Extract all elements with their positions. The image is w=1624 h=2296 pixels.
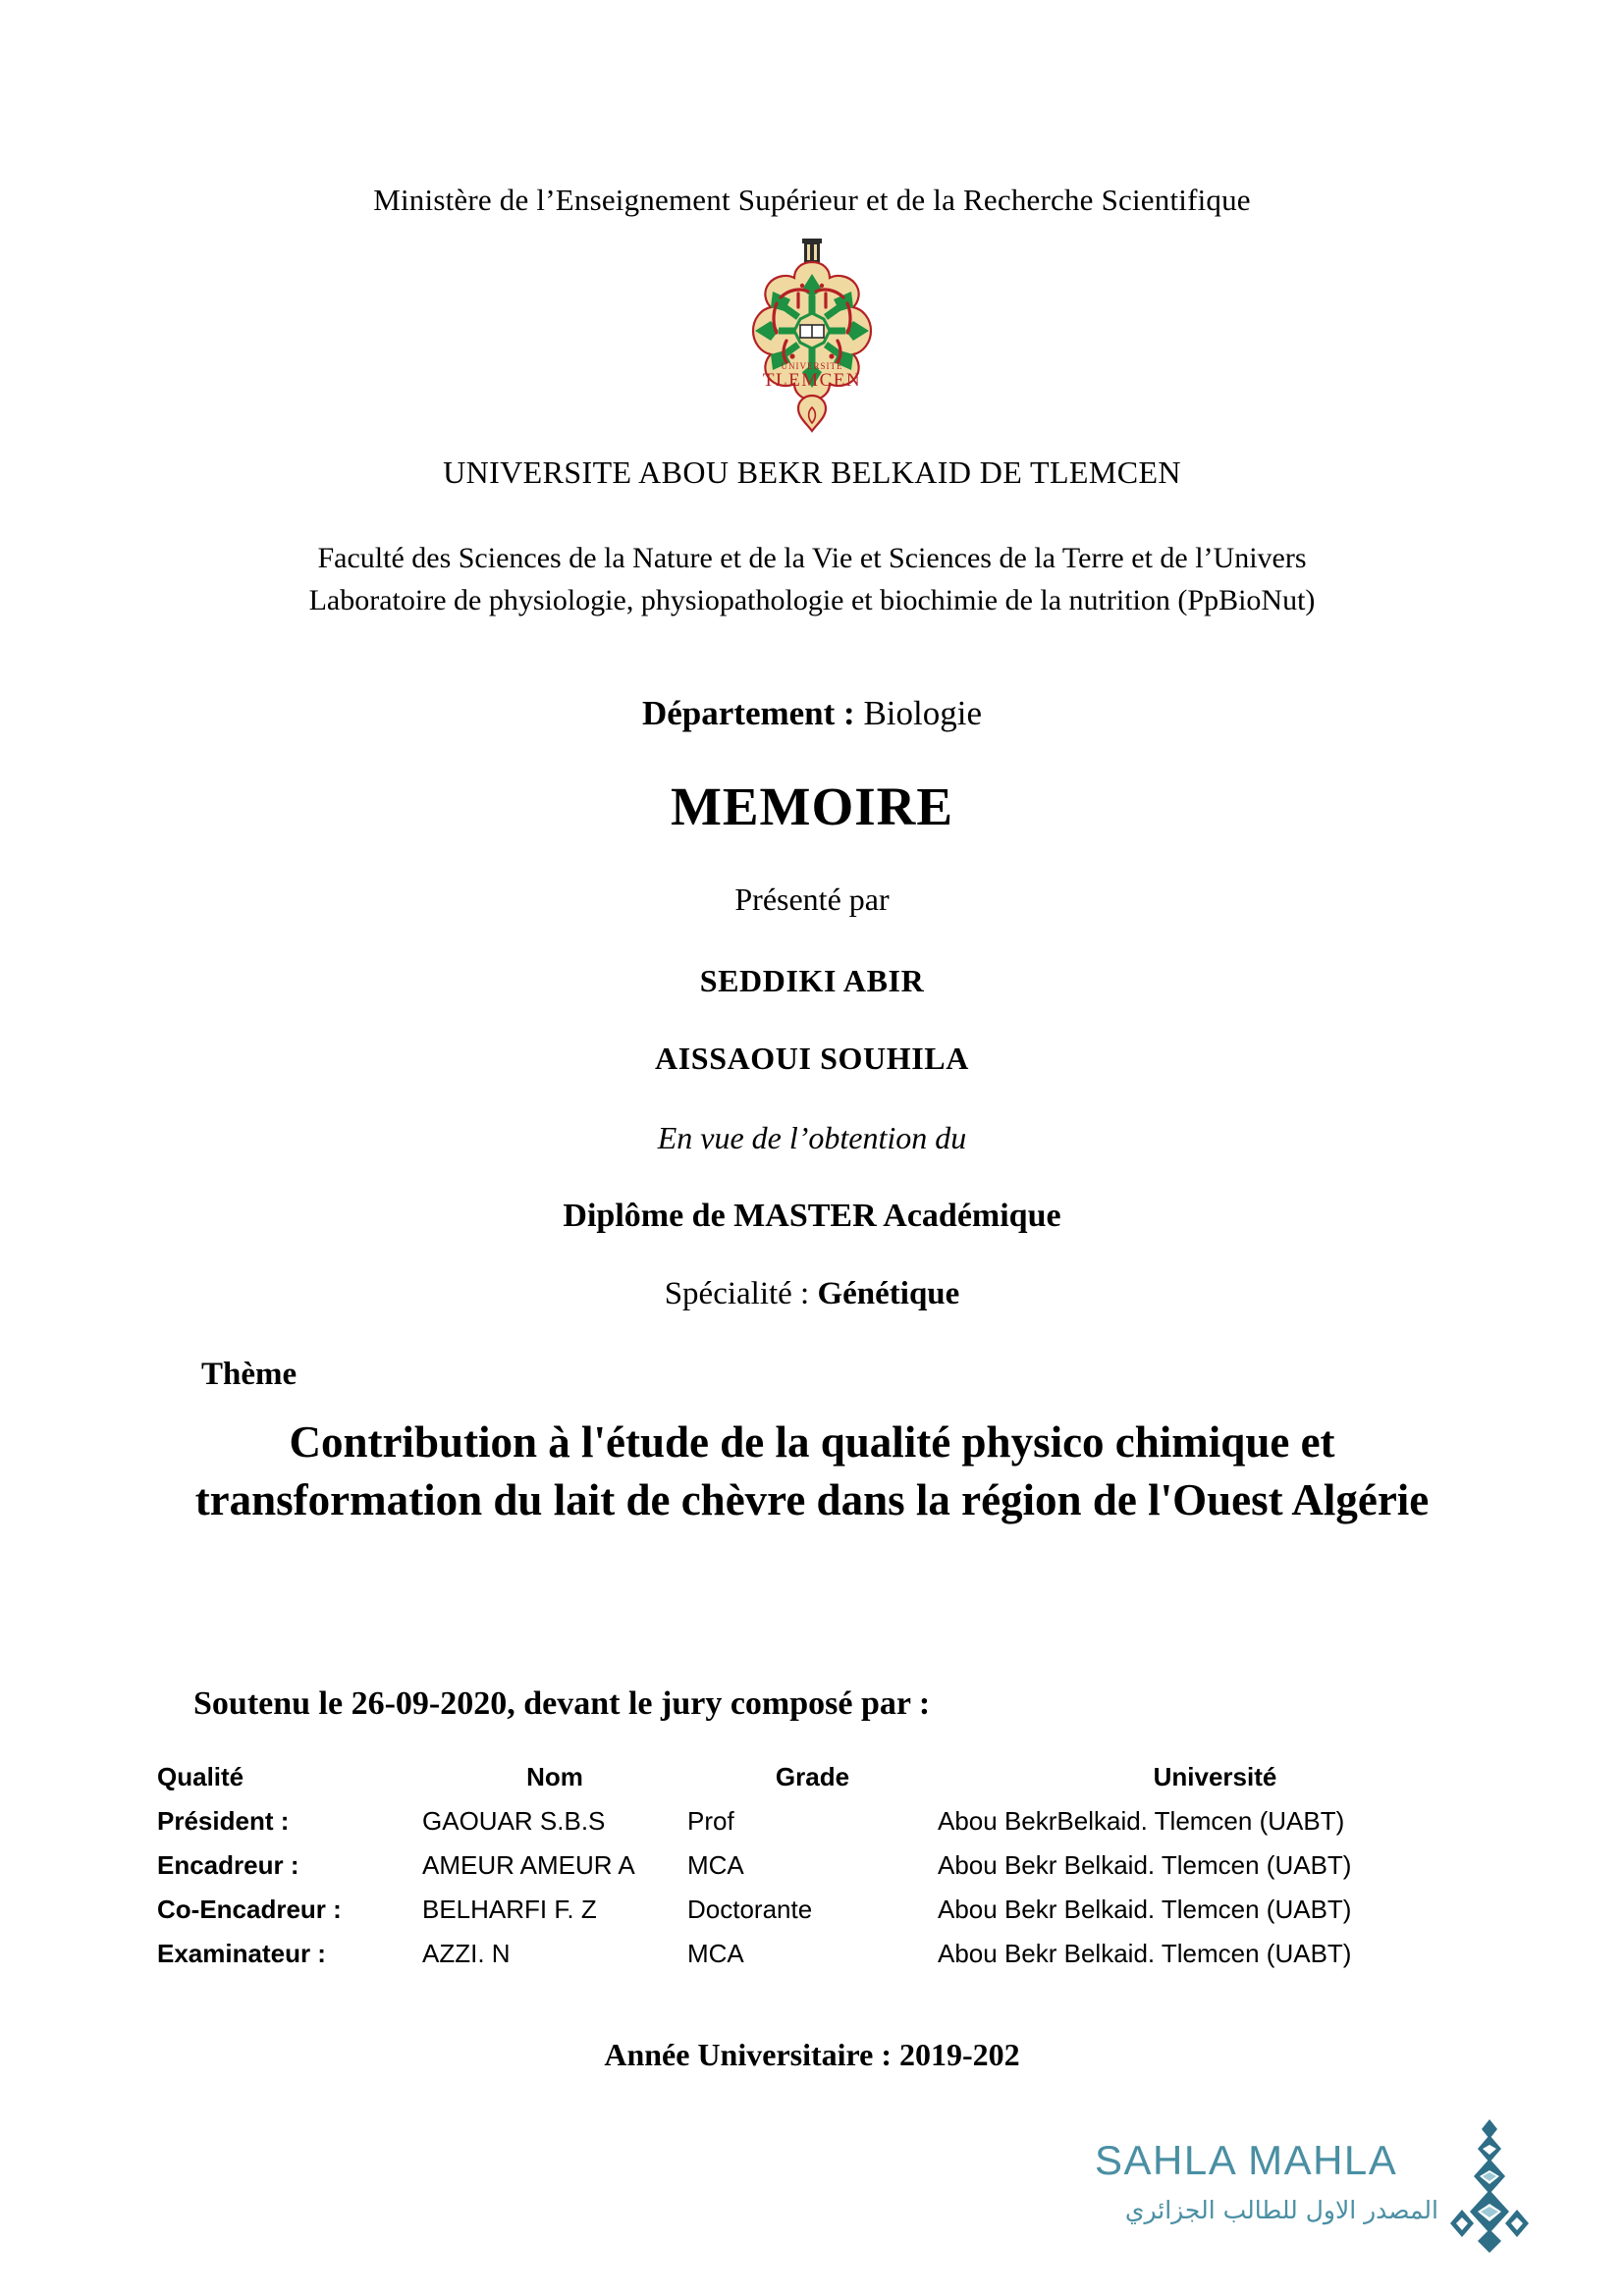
author-name-2: AISSAOUI SOUHILA	[655, 1041, 969, 1076]
column-header-qualite: Qualité	[157, 1762, 244, 1791]
theme-label: Thème	[201, 1357, 298, 1392]
jury-role: Examinateur :	[157, 1939, 326, 1968]
university-tlemcen-emblem-icon	[714, 239, 910, 435]
thesis-title: Contribution à l'étude de la qualité physico chimique et transformation du lait de chèvre dans la région de l'Ouest Algérie	[194, 1417, 1430, 1525]
degree-purpose-line: En vue de l’obtention du	[657, 1120, 967, 1155]
faculty-line: Faculté des Sciences de la Nature et de la Vie et Sciences de la Terre et de l’Univers	[317, 542, 1307, 574]
svg-text:UNIVERSITE: UNIVERSITE	[781, 361, 843, 371]
jury-name: GAOUAR S.B.S	[422, 1806, 606, 1836]
column-header-nom: Nom	[526, 1762, 583, 1791]
jury-table-header-row	[157, 1757, 1492, 1801]
defense-date-line: Soutenu le 26-09-2020, devant le jury composé par :	[193, 1685, 931, 1722]
sahla-mahla-logo-icon	[1440, 2115, 1539, 2253]
presented-by-label: Présenté par	[734, 881, 890, 917]
sahla-mahla-watermark	[1095, 2115, 1546, 2263]
jury-table	[157, 1757, 1492, 1978]
author-name-1: SEDDIKI ABIR	[699, 963, 925, 998]
jury-role: Encadreur :	[157, 1850, 299, 1880]
jury-university: Abou Bekr Belkaid. Tlemcen (UABT)	[938, 1939, 1352, 1968]
university-name: UNIVERSITE ABOU BEKR BELKAID DE TLEMCEN	[443, 454, 1181, 490]
column-header-grade: Grade	[775, 1762, 850, 1791]
specialty-value: Génétique	[817, 1276, 960, 1311]
specialty-label: Spécialité :	[664, 1276, 810, 1311]
departement-label: Département :	[641, 694, 855, 732]
jury-grade: Prof	[687, 1806, 734, 1836]
watermark-arabic-tagline: المصدر الاول للطالب الجزائري	[1124, 2196, 1438, 2224]
laboratory-line: Laboratoire de physiologie, physiopathologie et biochimie de la nutrition (PpBioNut)	[308, 583, 1316, 616]
column-header-universite: Université	[1153, 1762, 1277, 1791]
jury-grade: MCA	[687, 1850, 744, 1880]
jury-role: Président :	[157, 1806, 290, 1836]
departement-line	[0, 694, 1624, 733]
table-row	[157, 1890, 1492, 1934]
table-row	[157, 1801, 1492, 1845]
jury-name: AMEUR AMEUR A	[422, 1850, 635, 1880]
jury-university: Abou Bekr Belkaid. Tlemcen (UABT)	[938, 1850, 1352, 1880]
academic-year-line: Année Universitaire : 2019-202	[604, 2037, 1020, 2072]
jury-grade: Doctorante	[687, 1895, 813, 1924]
faculty-block	[0, 538, 1624, 621]
jury-university: Abou BekrBelkaid. Tlemcen (UABT)	[938, 1806, 1345, 1836]
table-row	[157, 1845, 1492, 1890]
university-logo	[0, 239, 1624, 435]
jury-role: Co-Encadreur :	[157, 1895, 342, 1924]
watermark-brand-text: SAHLA MAHLA	[1095, 2137, 1398, 2183]
jury-grade: MCA	[687, 1939, 744, 1968]
jury-name: BELHARFI F. Z	[422, 1895, 597, 1924]
degree-name: Diplôme de MASTER Académique	[563, 1198, 1061, 1234]
document-type-heading: MEMOIRE	[670, 776, 954, 836]
table-row	[157, 1934, 1492, 1978]
svg-text:TLEMCEN: TLEMCEN	[762, 370, 862, 391]
ministry-line: Ministère de l’Enseignement Supérieur et de la Recherche Scientifique	[373, 183, 1251, 217]
departement-value: Biologie	[863, 694, 983, 732]
jury-name: AZZI. N	[422, 1939, 511, 1968]
jury-university: Abou Bekr Belkaid. Tlemcen (UABT)	[938, 1895, 1352, 1924]
specialty-line	[0, 1276, 1624, 1312]
